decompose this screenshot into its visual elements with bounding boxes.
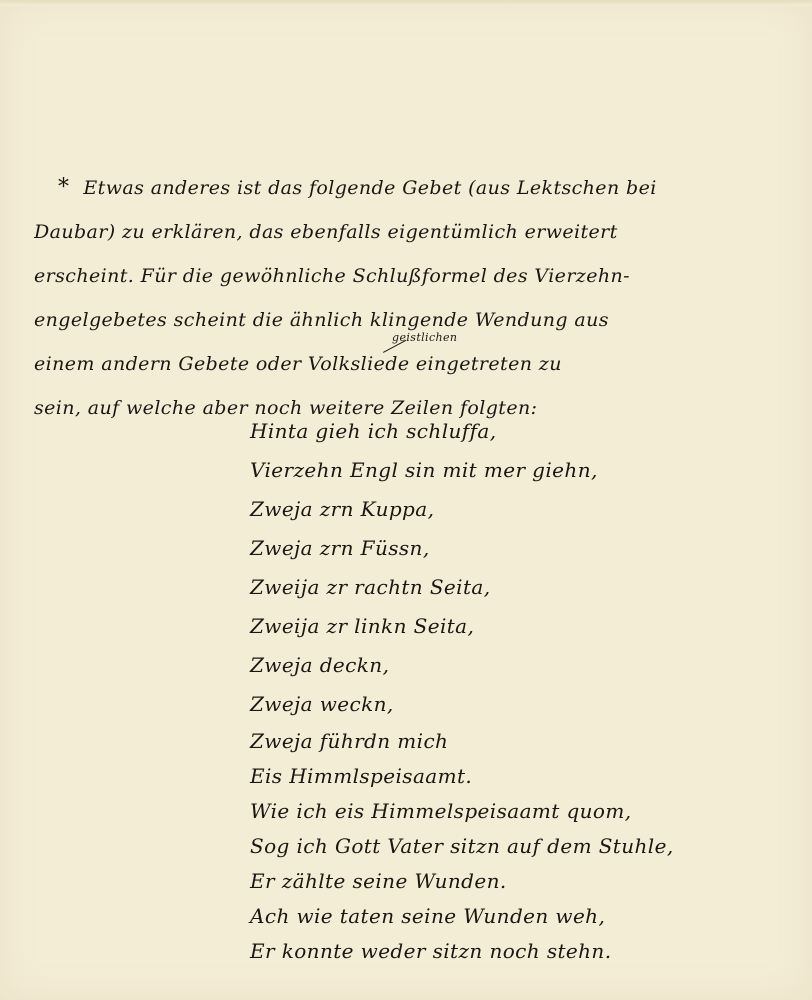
interlinear-insertion: geistlichen (392, 331, 458, 344)
verse-line: Eis Himmlspeisaamt. (250, 764, 473, 788)
prose-line: einem andern Gebete oder Volksliede eingetreten zu (34, 353, 562, 375)
verse-line: Wie ich eis Himmelspeisaamt quom, (250, 799, 632, 823)
verse-line: Zweja zrn Kuppa, (250, 497, 435, 521)
verse-line: Hinta gieh ich schluffa, (250, 419, 497, 443)
bleed-through-mark (560, 60, 761, 150)
verse-line: Zweja deckn, (250, 653, 390, 677)
verse-line: Zweja führdn mich (250, 729, 449, 753)
verse-line: Zweija zr rachtn Seita, (250, 575, 491, 599)
asterisk-footnote-mark: * (58, 175, 70, 200)
verse-line: Zweija zr linkn Seita, (250, 614, 475, 638)
prose-line: erscheint. Für die gewöhnliche Schlußformel des Vierzehn- (34, 265, 630, 287)
verse-line: Ach wie taten seine Wunden weh, (250, 904, 606, 928)
prose-paragraph (34, 166, 779, 430)
prose-line: Daubar) zu erklären, das ebenfalls eigentümlich erweitert (34, 221, 618, 243)
prose-line: engelgebetes scheint die ähnlich klingende Wendung aus (34, 309, 609, 331)
verse-line: Zweja weckn, (250, 692, 394, 716)
prose-line (34, 166, 779, 210)
verse-line: Er zählte seine Wunden. (250, 869, 507, 893)
verse-line: Zweja zrn Füssn, (250, 536, 430, 560)
verse-block (250, 412, 790, 969)
verse-line: Vierzehn Engl sin mit mer giehn, (250, 458, 598, 482)
verse-line: Er konnte weder sitzn noch stehn. (250, 939, 612, 963)
prose-line: sein, auf welche aber noch weitere Zeilen folgten: (34, 397, 538, 419)
verse-line: Sog ich Gott Vater sitzn auf dem Stuhle, (250, 834, 674, 858)
prose-line-text: Etwas anderes ist das folgende Gebet (aus Lektschen bei (83, 177, 657, 199)
page-edge (0, 0, 812, 6)
